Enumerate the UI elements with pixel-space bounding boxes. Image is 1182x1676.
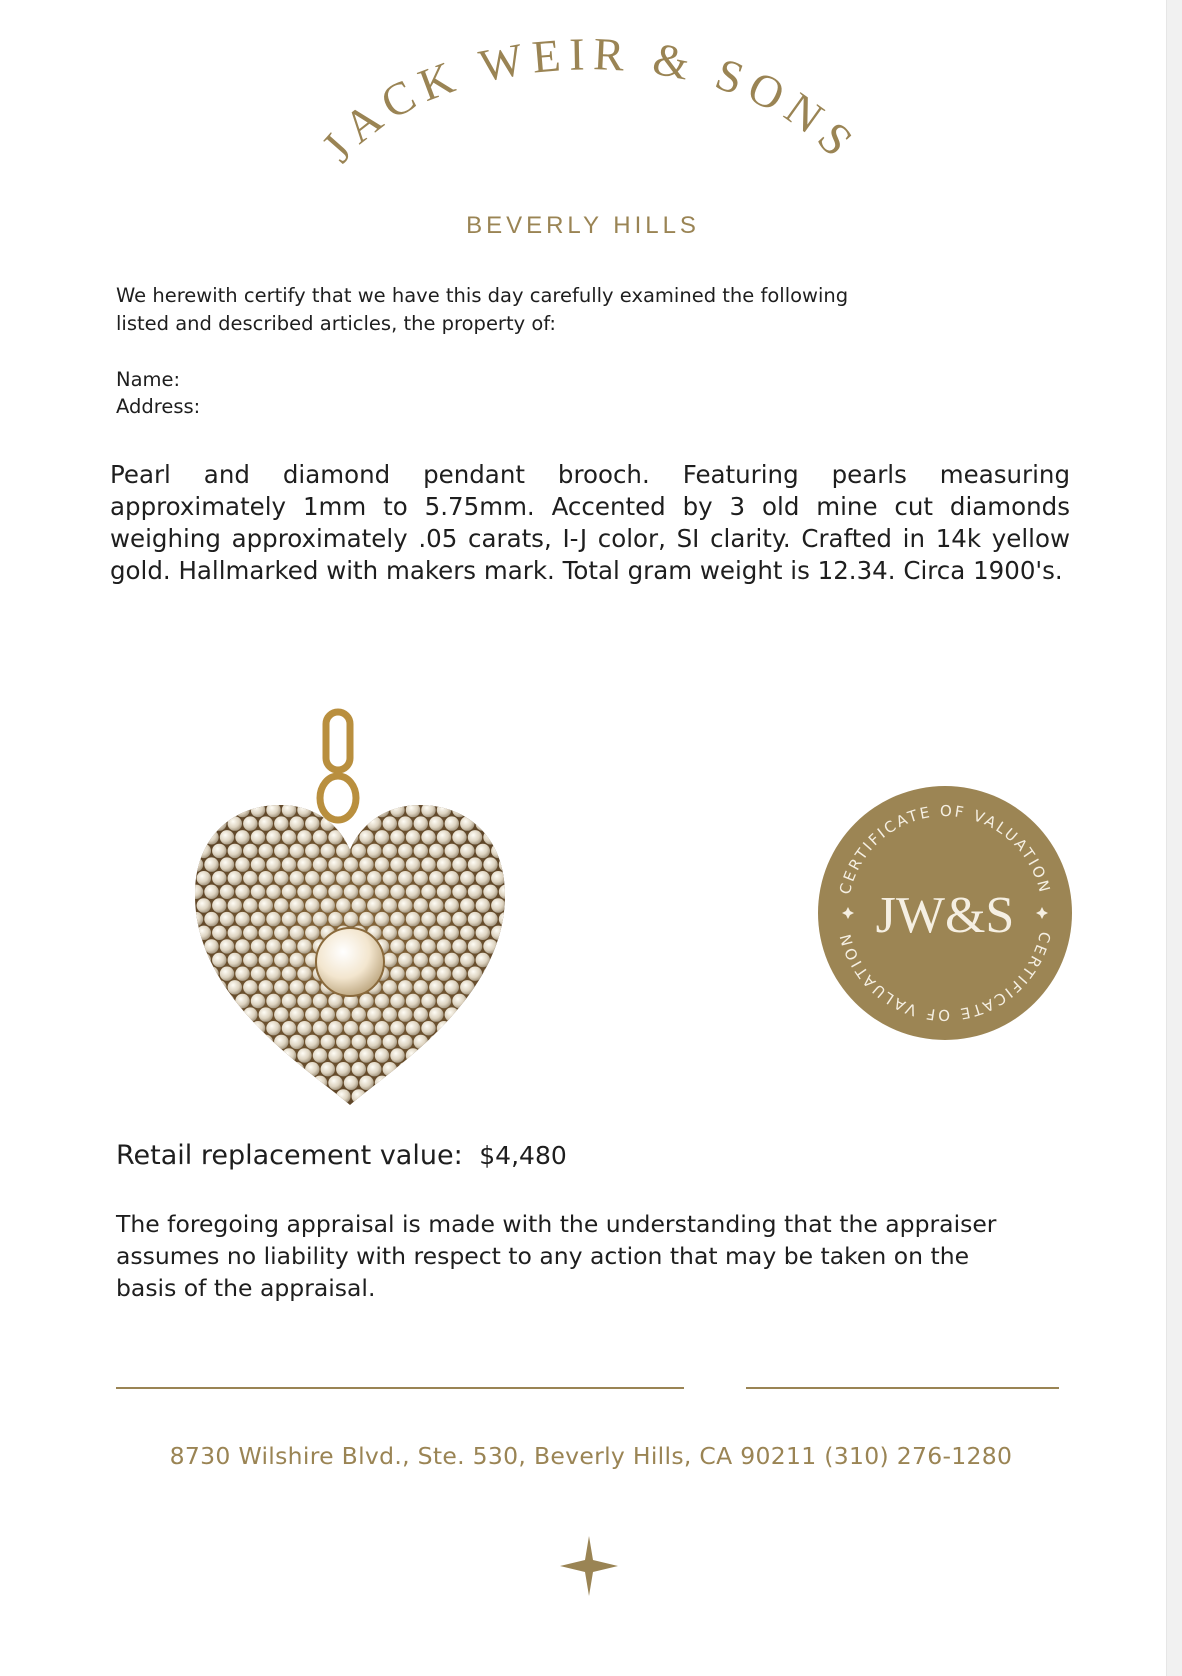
retail-value-row xyxy=(116,1140,567,1171)
footer-address: 8730 Wilshire Blvd., Ste. 530, Beverly Hills, CA 90211 (310) 276-1280 xyxy=(169,1442,1013,1470)
seal-ring-text-bottom: CERTIFICATE OF VALUATION xyxy=(835,929,1055,1025)
name-label: Name: xyxy=(116,368,181,391)
address-label: Address: xyxy=(116,395,201,418)
brand-name: JACK WEIR & SONS xyxy=(311,28,869,172)
appraisal-disclaimer: The foregoing appraisal is made with the understanding that the appraiser assumes no liability with respect to any action that may be taken on the basis of the appraisal. xyxy=(116,1210,997,1302)
signature-line-right xyxy=(746,1387,1059,1389)
seal-monogram: JW&S xyxy=(875,887,1015,944)
item-description: Pearl and diamond pendant brooch. Featuring pearls measuring approximately 1mm to 5.75mm. Accented by 3 old mine cut diamonds weighing approximately .05 carats, I-J color, SI clarity. Crafted in 14k yellow gold. Hallmarked with makers mark. Total gram weight is 12.34. Circa 1900's. xyxy=(110,460,1070,585)
retail-value-amount: $4,480 xyxy=(479,1141,567,1170)
retail-value-label: Retail replacement value: xyxy=(116,1140,463,1171)
certification-intro: We herewith certify that we have this day carefully examined the following listed and described articles, the property of: xyxy=(116,284,849,335)
heart-pearl-pendant-image xyxy=(190,710,510,1120)
certificate-seal xyxy=(818,786,1072,1040)
four-point-star-icon xyxy=(560,1536,618,1596)
seal-ring-text: CERTIFICATE OF VALUATION xyxy=(835,801,1055,897)
location-subtitle: BEVERLY HILLS xyxy=(466,212,700,239)
signature-line-left xyxy=(116,1387,684,1389)
page-edge xyxy=(1166,0,1182,1676)
